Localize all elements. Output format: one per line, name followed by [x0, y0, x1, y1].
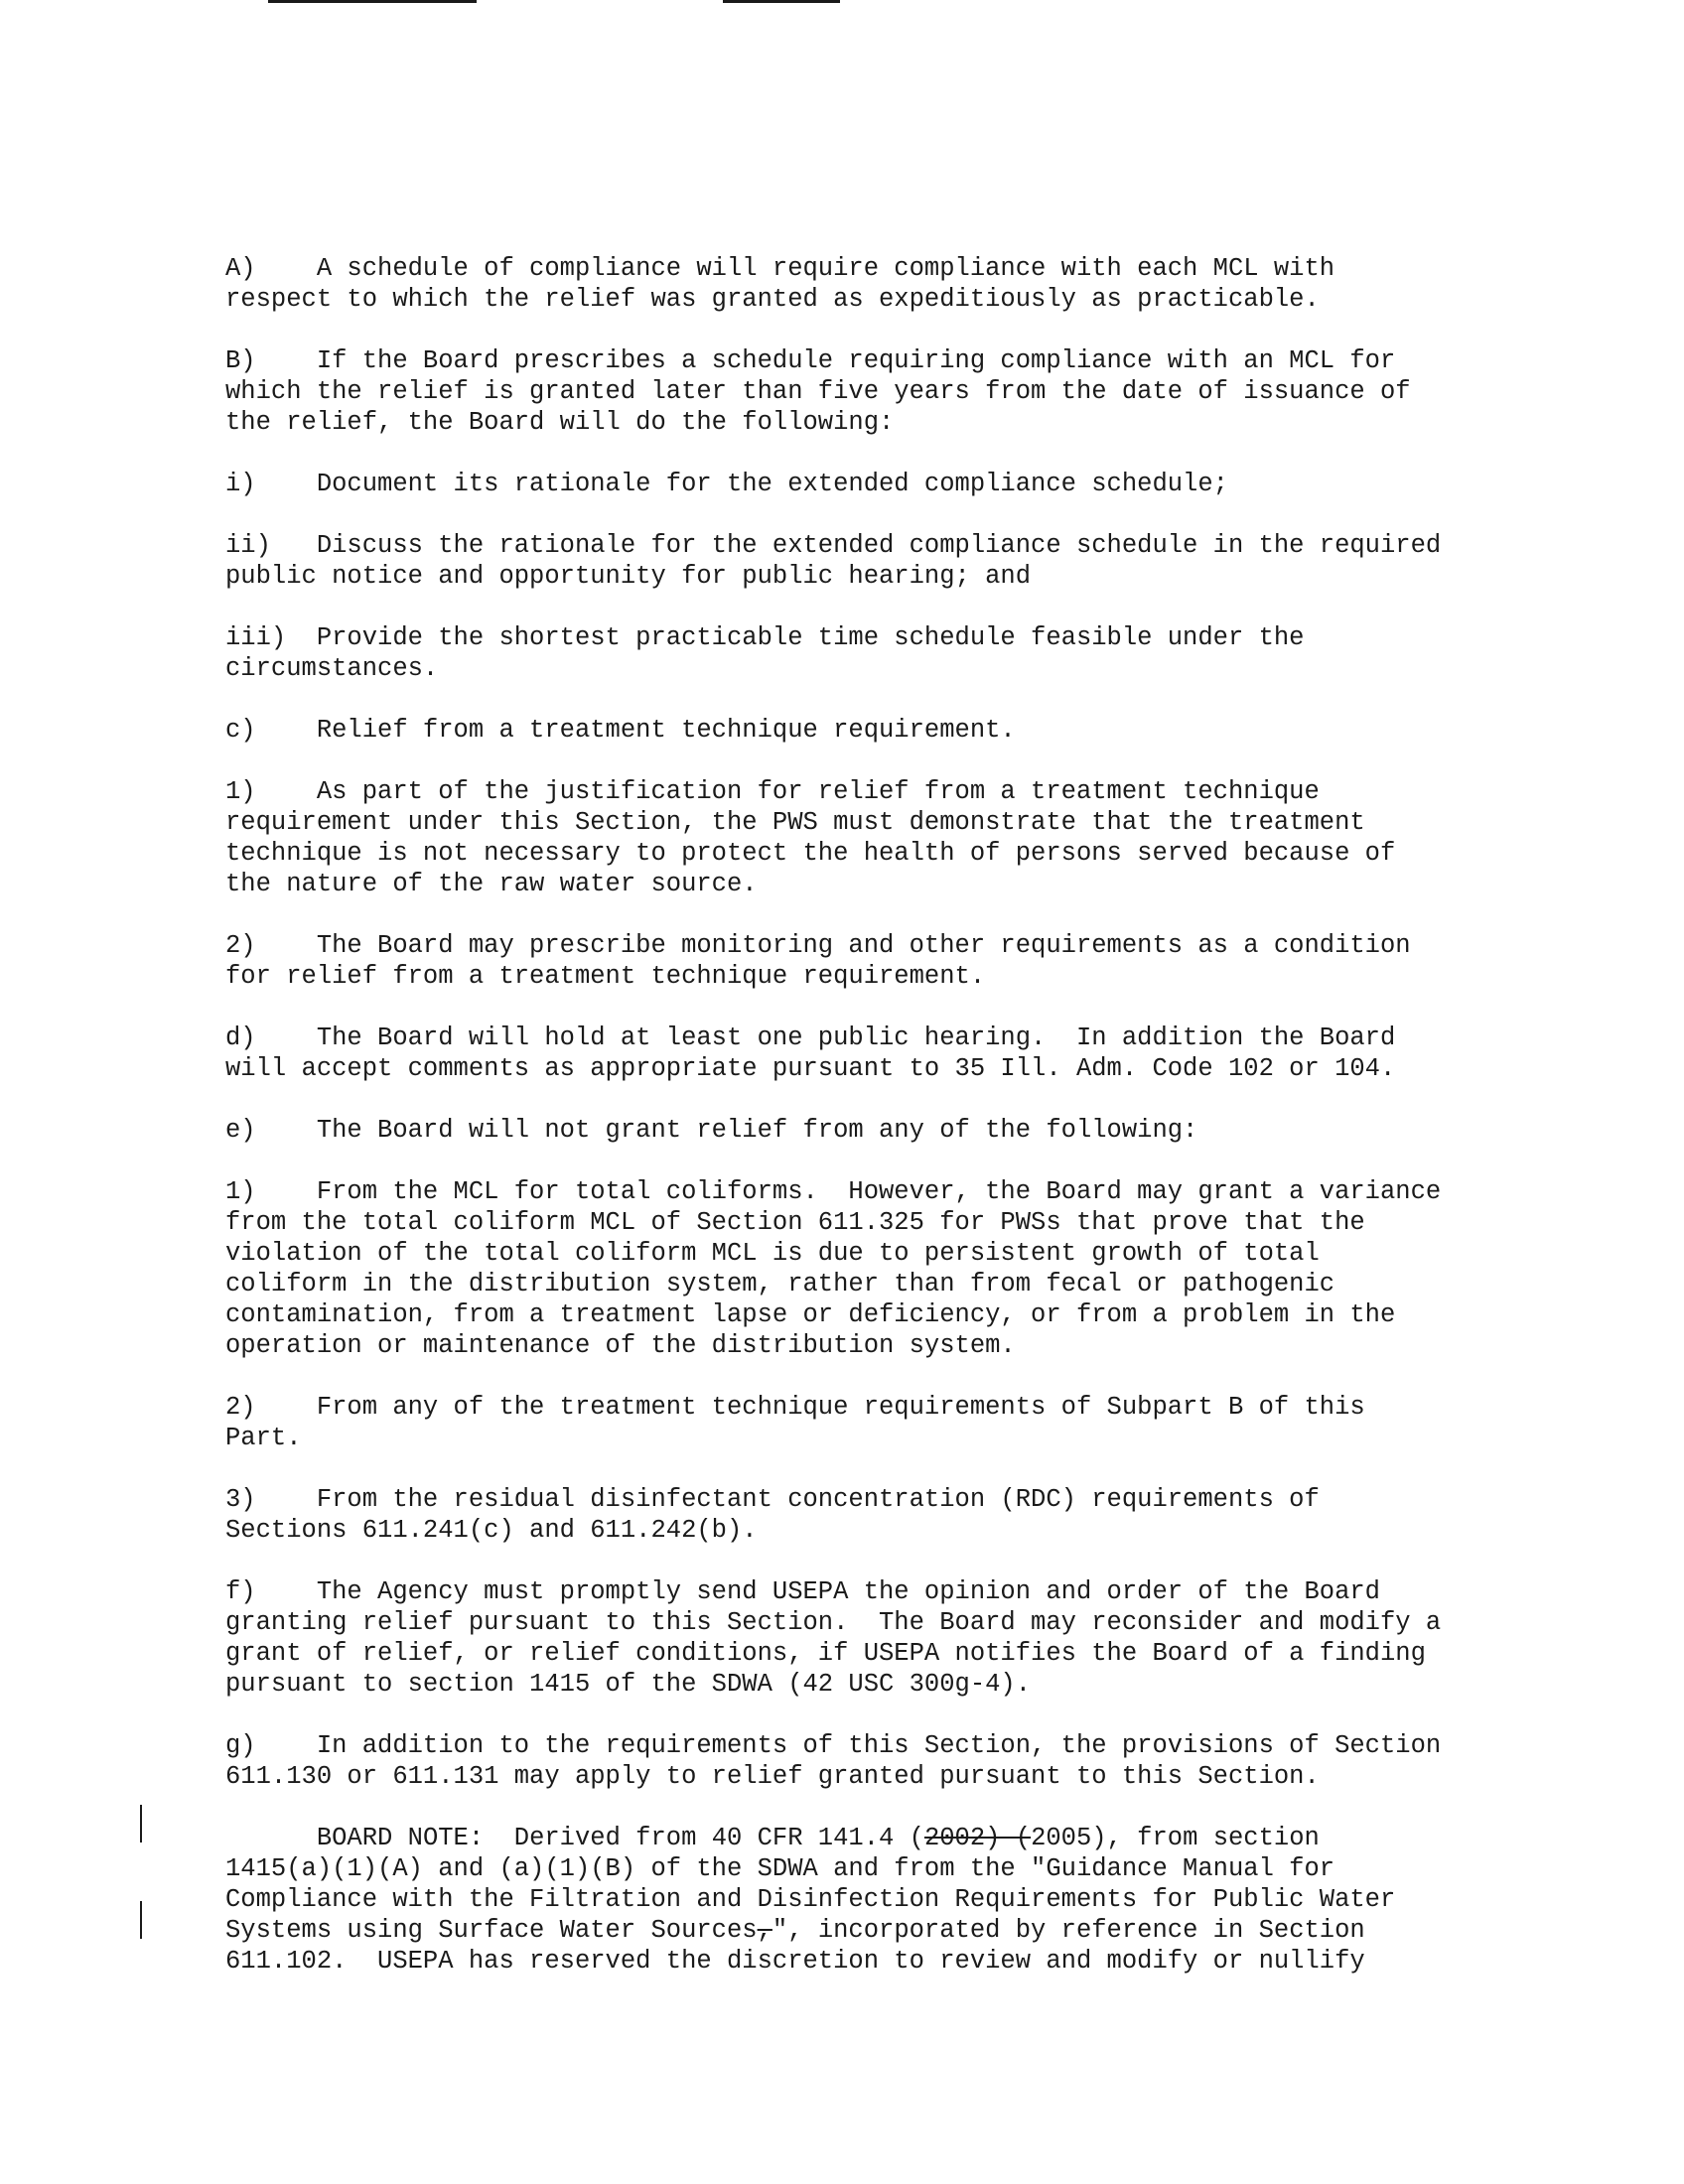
- paragraph-e-no-relief: e) The Board will not grant relief from any of the following:: [225, 1116, 1198, 1145]
- paragraph-c-2: 2) The Board may prescribe monitoring and other requirements as a condition for relief from a treatment technique requirement.: [225, 931, 1411, 991]
- board-note-text: 2005), from section 1415(a)(1)(A) and (a)(1)(B) of the SDWA and from the "Guidance Manual for Compliance with the Filtration and Disinfection Requirements for Public Water Systems using Surface Water Sources: [225, 1824, 1396, 1945]
- paragraph-b-i: i) Document its rationale for the extended compliance schedule;: [225, 470, 1228, 498]
- paragraph-d-public-hearing: d) The Board will hold at least one public hearing. In addition the Board will accept comments as appropriate pursuant to 35 Ill. Adm. Code 102 or 104.: [225, 1024, 1396, 1083]
- paragraph-a-schedule: A) A schedule of compliance will require compliance with each MCL with respect to which the relief was granted as expeditiously as practicable.: [225, 254, 1335, 314]
- paragraph-b-iii: iii) Provide the shortest practicable time schedule feasible under the circumstances.: [225, 623, 1305, 683]
- paragraph-e-1: 1) From the MCL for total coliforms. However, the Board may grant a variance from the total coliform MCL of Section 611.325 for PWSs that prove that the violation of the total coliform MCL is due to persistent growth of total coliform in the distribution system, rather than from fecal or pathogenic contamination, from a treatment lapse or deficiency, or from a problem in the operation or maintenance of the distribution system.: [225, 1177, 1442, 1360]
- struck-year: 2002) (: [923, 1824, 1032, 1852]
- paragraph-f-agency: f) The Agency must promptly send USEPA the opinion and order of the Board granting relief pursuant to this Section. The Board may reconsider and modify a grant of relief, or relief conditions, if USEPA notifies the Board of a finding pursuant to section 1415 of the SDWA (42 USC 300g-4).: [225, 1577, 1442, 1699]
- struck-comma: ,: [757, 1916, 772, 1945]
- revision-bar: [140, 1901, 142, 1939]
- top-rule-right: [723, 0, 840, 3]
- board-note-text: ", incorporated by reference in Section 611.102. USEPA has reserved the discretion to review and modify or nullify: [225, 1916, 1365, 1976]
- top-rule-left: [268, 0, 477, 3]
- document-body: [225, 253, 1536, 1977]
- board-note: [225, 1823, 1536, 1977]
- paragraph-c-treatment-relief: c) Relief from a treatment technique requirement.: [225, 716, 1016, 745]
- revision-bar: [140, 1805, 142, 1843]
- paragraph-e-3: 3) From the residual disinfectant concentration (RDC) requirements of Sections 611.241(c) and 611.242(b).: [225, 1485, 1320, 1545]
- paragraph-c-1: 1) As part of the justification for relief from a treatment technique requirement under this Section, the PWS must demonstrate that the treatment technique is not necessary to protect the health of persons served because of the nature of the raw water source.: [225, 777, 1396, 898]
- paragraph-e-2: 2) From any of the treatment technique requirements of Subpart B of this Part.: [225, 1393, 1365, 1452]
- board-note-text: BOARD NOTE: Derived from 40 CFR 141.4 (: [225, 1824, 924, 1852]
- paragraph-b-ii: ii) Discuss the rationale for the extended compliance schedule in the required public notice and opportunity for public hearing; and: [225, 531, 1442, 591]
- paragraph-b-extended-schedule: B) If the Board prescribes a schedule requiring compliance with an MCL for which the relief is granted later than five years from the date of issuance of the relief, the Board will do the following:: [225, 346, 1411, 437]
- paragraph-g-additional: g) In addition to the requirements of this Section, the provisions of Section 611.130 or 611.131 may apply to relief granted pursuant to this Section.: [225, 1731, 1442, 1791]
